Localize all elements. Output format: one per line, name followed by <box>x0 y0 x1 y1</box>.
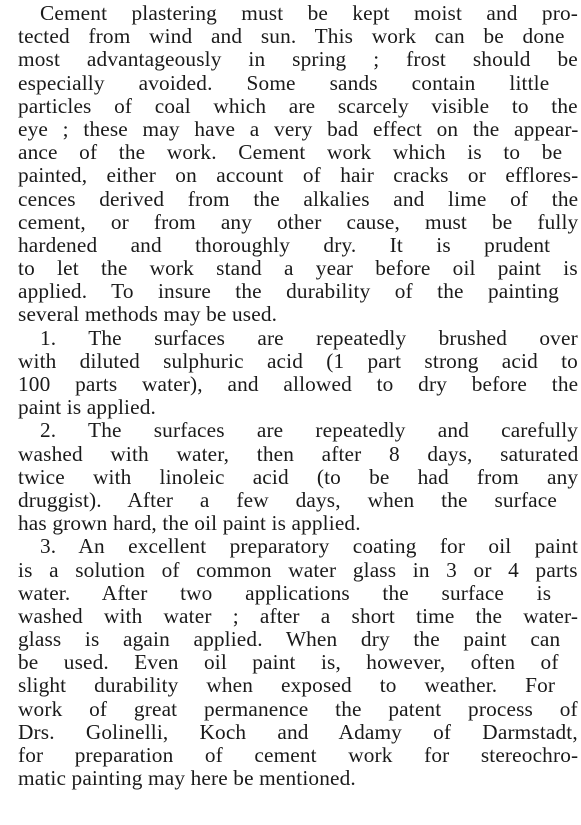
text-line: for preparation of cement work for stereochro- <box>18 743 579 767</box>
text-line: has grown hard, the oil paint is applied. <box>18 511 361 536</box>
text-line: most advantageously in spring ; frost should be <box>18 47 578 72</box>
text-line: with diluted sulphuric acid (1 part strong acid to <box>18 348 578 373</box>
text-line: particles of coal which are scarcely visible to the <box>18 93 578 118</box>
text-line: especially avoided. Some sands contain little <box>18 70 550 95</box>
text-line: painted, either on account of hair cracks or efflores- <box>18 163 579 188</box>
text-line: 1. The surfaces are repeatedly brushed over <box>40 325 578 350</box>
text-line: washed with water, then after 8 days, saturated <box>18 441 579 466</box>
text-line: eye ; these may have a very bad effect on the appear- <box>18 116 579 141</box>
text-line: is a solution of common water glass in 3 or 4 parts <box>18 557 578 582</box>
text-line: 3. An excellent preparatory coating for oil paint <box>40 534 579 559</box>
text-line: 100 parts water), and allowed to dry before the <box>18 372 579 396</box>
text-line: cement, or from any other cause, must be fully <box>18 209 579 234</box>
text-line: druggist). After a few days, when the surface <box>18 487 557 512</box>
text-line: glass is again applied. When dry the paint can <box>18 627 561 652</box>
text-line: cences derived from the alkalies and lime of the <box>18 186 579 211</box>
text-line: water. After two applications the surface is <box>18 580 552 605</box>
text-line: Cement plastering must be kept moist and pro- <box>40 1 578 25</box>
body-text <box>18 2 580 790</box>
text-line: applied. To insure the durability of the painting <box>18 279 559 304</box>
text-line: ance of the work. Cement work which is to be <box>18 140 563 165</box>
text-line: washed with water ; after a short time the water- <box>18 603 579 628</box>
text-line: Drs. Golinelli, Koch and Adamy of Darmstadt, <box>18 719 578 744</box>
text-line: slight durability when exposed to weather. For <box>18 673 556 698</box>
text-line: hardened and thoroughly dry. It is prudent <box>18 232 551 257</box>
text-line: paint is applied. <box>18 395 156 420</box>
document-page <box>18 0 580 790</box>
text-line: tected from wind and sun. This work can be done <box>18 24 565 49</box>
text-line: several methods may be used. <box>18 302 278 327</box>
text-line: matic painting may here be mentioned. <box>18 766 356 791</box>
text-line: be used. Even oil paint is, however, often of <box>18 650 559 675</box>
text-line: 2. The surfaces are repeatedly and carefully <box>40 418 579 443</box>
text-line: work of great permanence the patent process of <box>18 696 578 721</box>
text-line: twice with linoleic acid (to be had from any <box>18 464 579 489</box>
text-line: to let the work stand a year before oil paint is <box>18 256 578 281</box>
